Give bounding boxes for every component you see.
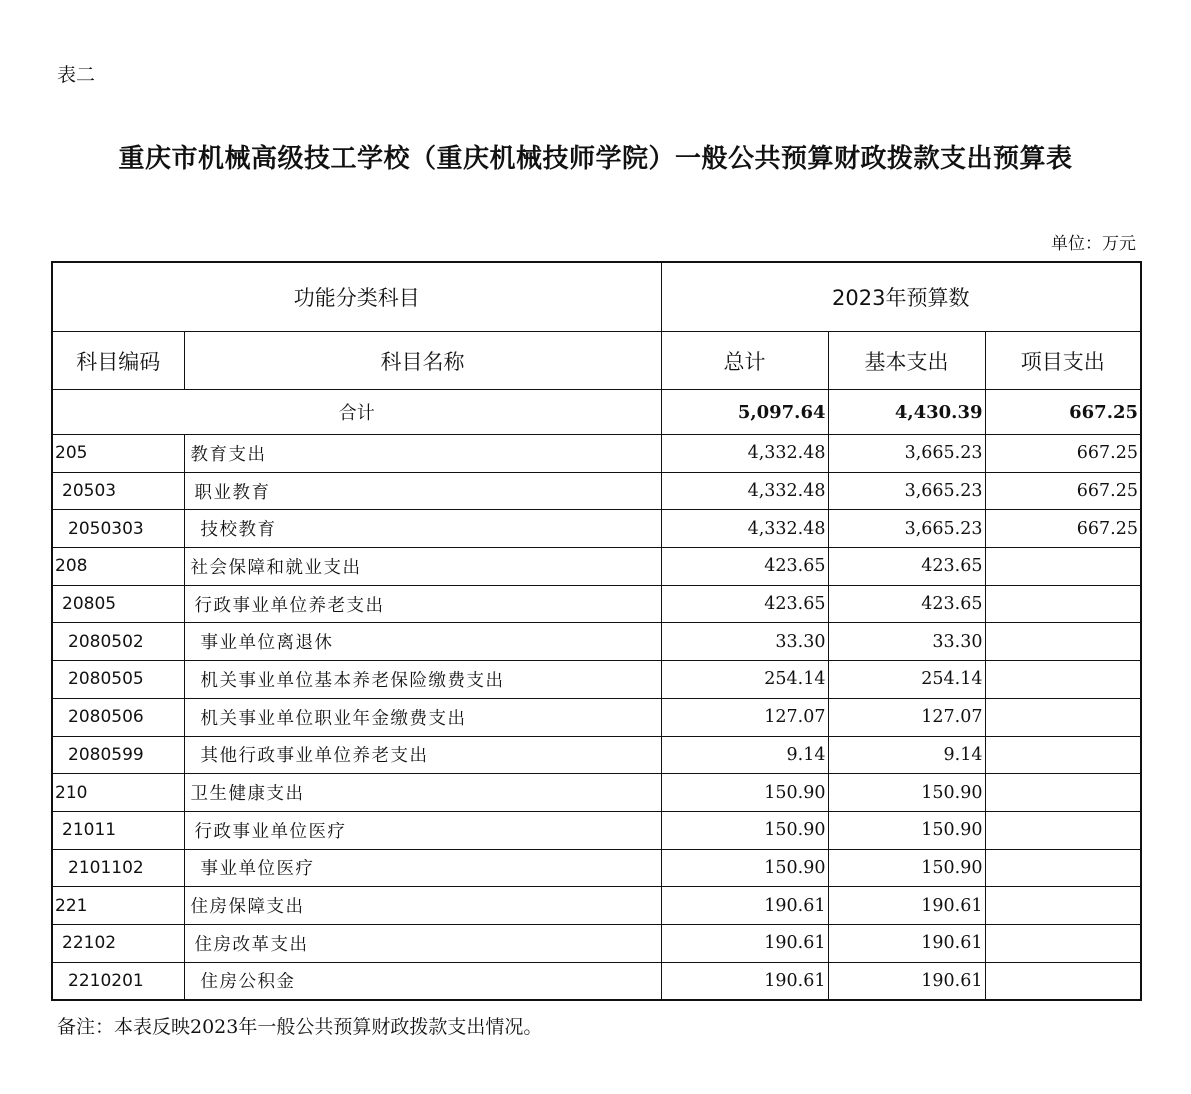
subject-name-cell: 社会保障和就业支出	[184, 548, 661, 586]
subject-code-cell: 2080502	[52, 623, 184, 661]
subject-name-cell: 技校教育	[184, 510, 661, 548]
total-cell: 423.65	[661, 548, 828, 586]
table-row	[52, 774, 1141, 812]
basic-expenditure-cell: 150.90	[828, 849, 985, 887]
basic-expenditure-cell: 423.65	[828, 585, 985, 623]
total-cell: 9.14	[661, 736, 828, 774]
table-row	[52, 548, 1141, 586]
header-total: 总计	[661, 332, 828, 390]
basic-expenditure-cell: 3,665.23	[828, 472, 985, 510]
subject-code-cell: 205	[52, 435, 184, 473]
table-row	[52, 472, 1141, 510]
table-row	[52, 661, 1141, 699]
subject-code-cell: 2050303	[52, 510, 184, 548]
basic-expenditure-cell: 423.65	[828, 548, 985, 586]
project-expenditure-cell: 667.25	[985, 435, 1141, 473]
project-expenditure-cell	[985, 698, 1141, 736]
subject-code-cell: 22102	[52, 924, 184, 962]
table-row	[52, 585, 1141, 623]
subject-code-cell: 221	[52, 887, 184, 925]
subject-name-cell: 教育支出	[184, 435, 661, 473]
table-group-header-row	[52, 262, 1141, 332]
subject-name-cell: 行政事业单位医疗	[184, 811, 661, 849]
basic-expenditure-cell: 33.30	[828, 623, 985, 661]
total-cell: 33.30	[661, 623, 828, 661]
total-label: 合计	[52, 390, 661, 435]
project-expenditure-cell	[985, 887, 1141, 925]
project-expenditure-cell	[985, 548, 1141, 586]
table-row	[52, 435, 1141, 473]
total-project: 667.25	[985, 390, 1141, 435]
subject-code-cell: 2080599	[52, 736, 184, 774]
subject-code-cell: 2101102	[52, 849, 184, 887]
table-column-header-row	[52, 332, 1141, 390]
project-expenditure-cell	[985, 849, 1141, 887]
project-expenditure-cell	[985, 962, 1141, 1000]
project-expenditure-cell	[985, 924, 1141, 962]
header-subject-name: 科目名称	[184, 332, 661, 390]
footnote: 备注：本表反映2023年一般公共预算财政拨款支出情况。	[57, 1016, 543, 1038]
project-expenditure-cell	[985, 736, 1141, 774]
project-expenditure-cell: 667.25	[985, 472, 1141, 510]
total-cell: 150.90	[661, 811, 828, 849]
table-row	[52, 887, 1141, 925]
total-cell: 4,332.48	[661, 472, 828, 510]
total-cell: 423.65	[661, 585, 828, 623]
project-expenditure-cell	[985, 774, 1141, 812]
table-row	[52, 736, 1141, 774]
basic-expenditure-cell: 150.90	[828, 811, 985, 849]
basic-expenditure-cell: 190.61	[828, 887, 985, 925]
subject-code-cell: 20805	[52, 585, 184, 623]
total-cell: 190.61	[661, 924, 828, 962]
header-budget-year: 2023年预算数	[661, 262, 1141, 332]
total-sum: 5,097.64	[661, 390, 828, 435]
header-project-expenditure: 项目支出	[985, 332, 1141, 390]
total-basic: 4,430.39	[828, 390, 985, 435]
unit-label: 单位：万元	[1051, 234, 1136, 254]
table-row	[52, 623, 1141, 661]
subject-code-cell: 208	[52, 548, 184, 586]
subject-name-cell: 卫生健康支出	[184, 774, 661, 812]
total-cell: 190.61	[661, 887, 828, 925]
header-basic-expenditure: 基本支出	[828, 332, 985, 390]
subject-name-cell: 职业教育	[184, 472, 661, 510]
total-cell: 190.61	[661, 962, 828, 1000]
subject-name-cell: 其他行政事业单位养老支出	[184, 736, 661, 774]
subject-code-cell: 20503	[52, 472, 184, 510]
subject-code-cell: 21011	[52, 811, 184, 849]
table-row	[52, 811, 1141, 849]
document-title: 重庆市机械高级技工学校（重庆机械技师学院）一般公共预算财政拨款支出预算表	[118, 144, 1073, 174]
table-row	[52, 849, 1141, 887]
subject-code-cell: 2210201	[52, 962, 184, 1000]
total-cell: 254.14	[661, 661, 828, 699]
subject-name-cell: 住房公积金	[184, 962, 661, 1000]
subject-name-cell: 机关事业单位职业年金缴费支出	[184, 698, 661, 736]
subject-name-cell: 行政事业单位养老支出	[184, 585, 661, 623]
total-cell: 150.90	[661, 849, 828, 887]
subject-name-cell: 住房保障支出	[184, 887, 661, 925]
table-row	[52, 510, 1141, 548]
table-row	[52, 924, 1141, 962]
basic-expenditure-cell: 190.61	[828, 962, 985, 1000]
subject-name-cell: 事业单位离退休	[184, 623, 661, 661]
basic-expenditure-cell: 150.90	[828, 774, 985, 812]
document-label: 表二	[57, 64, 96, 86]
total-cell: 150.90	[661, 774, 828, 812]
header-functional-classification: 功能分类科目	[52, 262, 661, 332]
total-cell: 4,332.48	[661, 510, 828, 548]
project-expenditure-cell	[985, 623, 1141, 661]
basic-expenditure-cell: 127.07	[828, 698, 985, 736]
basic-expenditure-cell: 254.14	[828, 661, 985, 699]
table-row	[52, 962, 1141, 1000]
header-subject-code: 科目编码	[52, 332, 184, 390]
basic-expenditure-cell: 190.61	[828, 924, 985, 962]
total-cell: 127.07	[661, 698, 828, 736]
subject-code-cell: 210	[52, 774, 184, 812]
project-expenditure-cell	[985, 661, 1141, 699]
project-expenditure-cell	[985, 585, 1141, 623]
project-expenditure-cell: 667.25	[985, 510, 1141, 548]
basic-expenditure-cell: 3,665.23	[828, 510, 985, 548]
project-expenditure-cell	[985, 811, 1141, 849]
subject-name-cell: 住房改革支出	[184, 924, 661, 962]
table-row	[52, 698, 1141, 736]
basic-expenditure-cell: 9.14	[828, 736, 985, 774]
total-cell: 4,332.48	[661, 435, 828, 473]
subject-code-cell: 2080505	[52, 661, 184, 699]
budget-table	[51, 261, 1142, 1001]
subject-name-cell: 事业单位医疗	[184, 849, 661, 887]
subject-name-cell: 机关事业单位基本养老保险缴费支出	[184, 661, 661, 699]
subject-code-cell: 2080506	[52, 698, 184, 736]
basic-expenditure-cell: 3,665.23	[828, 435, 985, 473]
total-row	[52, 390, 1141, 435]
